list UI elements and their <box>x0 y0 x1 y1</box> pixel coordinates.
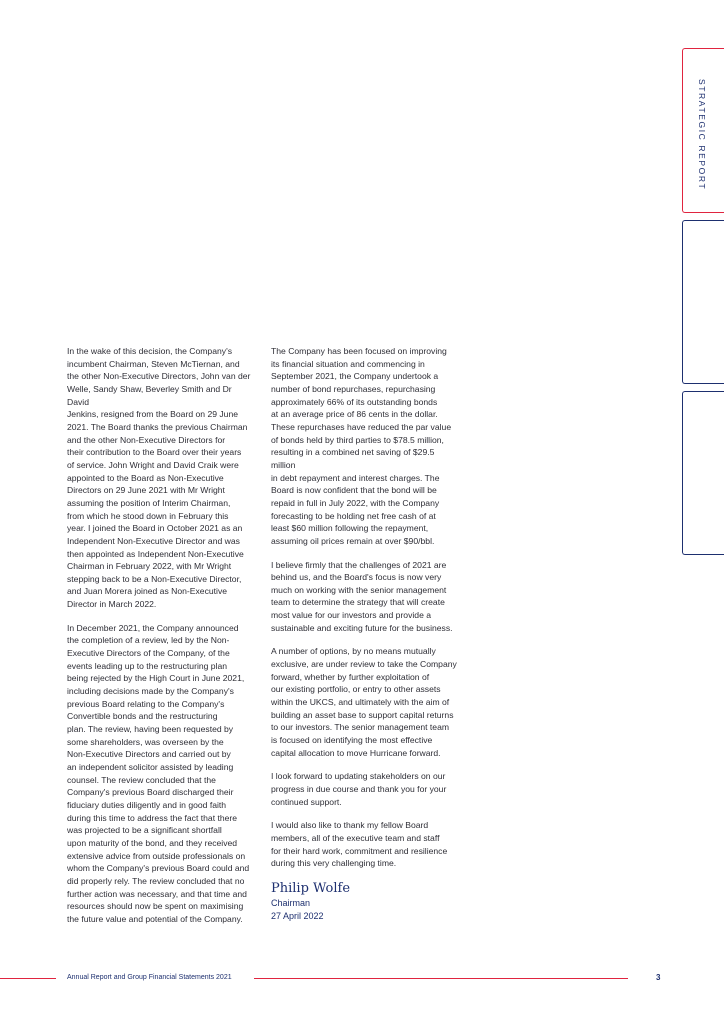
paragraph: In December 2021, the Company announced the completion of a review, led by the Non- Executive Directors of the Company, of the events leading up to the restructuring plan being rejected by the High Court in June 2021, including decisions made by the Company's previous Board relating to the Company's Convertible bonds and the restructuring plan. The review, having been requested by some shareholders, was overseen by the Non-Executive Directors and carried out by an independent solicitor assisted by leading counsel. The review concluded that the Company's previous Board discharged their fiduciary duties diligently and in good faith during this time to address the fact that there was projected to be a significant shortfall upon maturity of the bond, and they received extensive advice from outside professionals on whom the Company's previous Board could and did properly rely. The review concluded that no further action was necessary, and that time and resources should now be spent on maximising the future value and potential of the Company. <box>67 622 250 924</box>
paragraph: The Company has been focused on improving its financial situation and commencing in September 2021, the Company undertook a number of bond repurchases, repurchasing approximately 66% of its outstanding bonds at an average price of 86 cents in the dollar. These repurchases have reduced the par value of bonds held by third parties to $78.5 million, resulting in a combined net saving of $29.5 million in debt repayment and interest charges. The Board is now confident that the bond will be repaid in full in July 2022, with the Company forecasting to be holding net free cash of at least $60 million following the repayment, assuming oil prices remain at over $90/bbl. <box>271 346 452 546</box>
tab-section-2[interactable] <box>682 220 724 384</box>
footer-rule-right <box>254 978 628 979</box>
tab-section-3[interactable] <box>682 391 724 555</box>
footer-title: Annual Report and Group Financial Statements 2021 <box>67 974 232 981</box>
right-column <box>271 345 461 923</box>
page-number: 3 <box>656 973 661 982</box>
signature-title: Chairman <box>271 897 311 908</box>
paragraph: I believe firmly that the challenges of 2021 are behind us, and the Board's focus is now very much on working with the senior management team to determine the strategy that will create most value for our investors and provide a sustainable and exciting future for the business. <box>271 559 453 633</box>
left-column <box>67 345 253 937</box>
paragraph: In the wake of this decision, the Company's incumbent Chairman, Steven McTiernan, and the other Non-Executive Directors, John van der Welle, Sandy Shaw, Beverley Smith and Dr David Jenkins, resigned from the Board on 29 June 2021. The Board thanks the previous Chairman and the other Non-Executive Directors for their contribution to the Board over their years of service. John Wright and David Craik were appointed to the Board as Non-Executive Directors on 29 June 2021 with Mr Wright assuming the position of Interim Chairman, from which he stood down in February this year. I joined the Board in October 2021 as an Independent Non-Executive Director and was then appointed as Independent Non-Executive Chairman in February 2022, with Mr Wright stepping back to be a Non-Executive Director, and Juan Morera joined as Non-Executive Director in March 2022. <box>67 346 251 610</box>
paragraph: I look forward to updating stakeholders on our progress in due course and thank you for your continued support. <box>271 771 447 807</box>
signature-date: 27 April 2022 <box>271 910 324 921</box>
tab-strategic-report-label: STRATEGIC REPORT <box>697 79 707 191</box>
footer-rule-left <box>0 978 56 979</box>
paragraph: A number of options, by no means mutually exclusive, are under review to take the Company forward, whether by further exploitation of our existing portfolio, or entry to other assets within the UKCS, and ultimately with the aim of building an asset base to support capital returns to our investors. The senior management team is focused on identifying the most effective capital allocation to move Hurricane forward. <box>271 646 457 758</box>
tab-strategic-report[interactable] <box>682 48 724 213</box>
paragraph: I would also like to thank my fellow Board members, all of the executive team and staff for their hard work, commitment and resilience during this very challenging time. <box>271 820 448 869</box>
signature-name: Philip Wolfe <box>271 880 351 896</box>
